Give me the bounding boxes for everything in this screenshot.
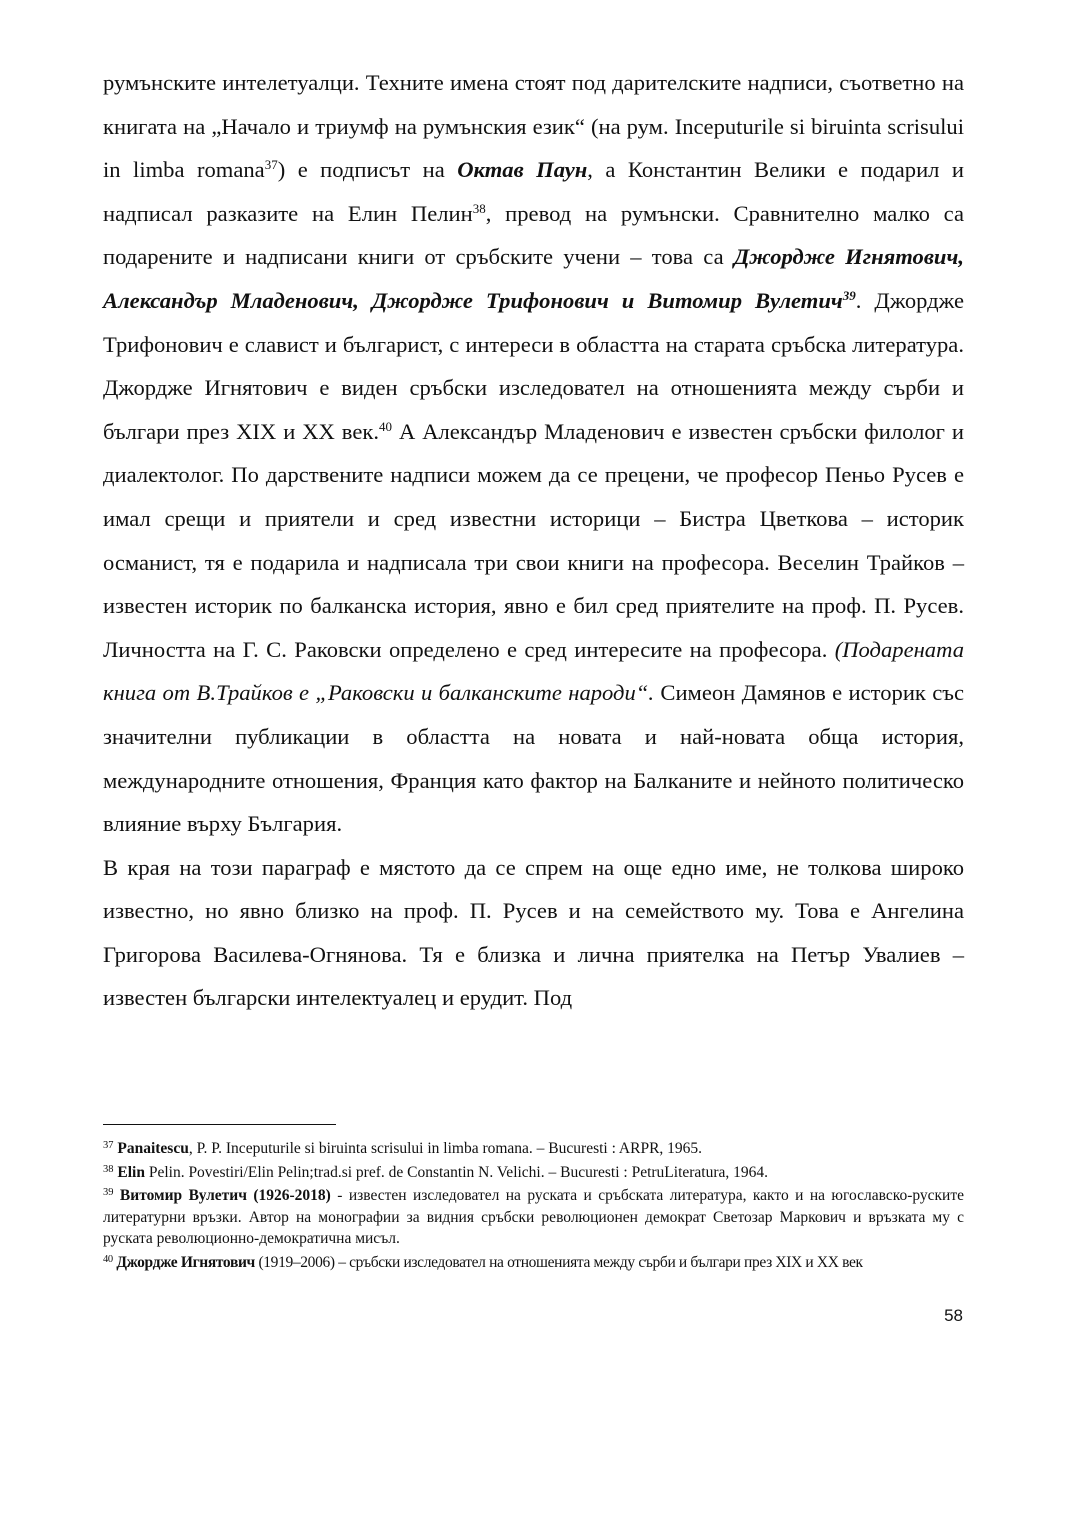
footnote-separator [103, 1124, 336, 1125]
footnote-37 [103, 1138, 964, 1160]
footnote-author: Panaitescu [117, 1140, 189, 1157]
footnote-ref-38: 38 [472, 200, 486, 216]
footnote-author: Джордже Игнятович [116, 1253, 255, 1271]
names-serbian-scholars: Джордже Игнятович, Александър Младенович, Джордже Трифонович и Витомир Вулетич [103, 244, 964, 313]
footnote-text: (1919–2006) – сръбски изследовател на отношенията между сърби и българи през XIX и XX век [254, 1253, 863, 1271]
footnote-38 [103, 1162, 964, 1184]
footnote-39 [103, 1185, 964, 1250]
footnote-number: 37 [103, 1140, 114, 1151]
footnotes [103, 1138, 964, 1275]
footnote-ref-37: 37 [264, 157, 278, 173]
body-text [103, 61, 964, 1020]
paragraph-1-text-b: ) е подписът на [277, 157, 458, 183]
paragraph-1-text-e: . Джордже Трифонович е славист и българист, с интереси в областта на старата сръбска литература. Джордже Игнятович е виден сръбски изследовател на отношенията между сърби и българи през XIX и XX век. [103, 287, 964, 444]
name-oktav-paun: Октав Паун [457, 157, 588, 183]
footnote-number: 40 [103, 1253, 113, 1265]
footnote-text: , P. P. Inceputurile si biruinta scrisului in limba romana. – Bucuresti : ARPR, 1965. [188, 1140, 703, 1157]
footnote-ref-39: 39 [842, 287, 856, 303]
footnote-text: - известен изследовател на руската и сръбската литература, както и на югославско-руските литературни връзки. Автор на монографии за видния сръбски революционен демократ Светозар Маркович и връзката му с руската революционно-демократична мисъл. [103, 1187, 965, 1247]
footnote-author: Elin [117, 1163, 145, 1181]
footnote-text: Pelin. Povestiri/Elin Pelin;trad.si pref. de Constantin N. Velichi. – Bucuresti : PetruLiteratura, 1964. [144, 1163, 769, 1181]
paragraph-1 [103, 61, 964, 846]
paragraph-1-text-f: А Александър Младенович е известен сръбски филолог и диалектолог. По дарствените надписи можем да се прецени, че професор Пеньо Русев е имал срещи и приятели и сред известни историци – Бистра Цветкова – историк османист, тя е подарила и надписала три свои книги на професора. Веселин Трайков – известен историк по балканска история, явно е бил сред приятелите на проф. П. Русев. Личността на Г. С. Раковски определено е сред интересите на професора. [103, 418, 964, 662]
paragraph-1-text-a: румънските интелетуалци. Техните имена стоят под дарителските надписи, съответно на книгата на „Начало и триумф на румънския език“ (на рум. Inceputurile si biruinta scrisului in limba romana [103, 70, 964, 183]
paragraph-1-text-g: Симеон Дамянов е историк със значителни публикации в областта на новата и най-новата обща история, международните отношения, Франция като фактор на Балканите и нейното политическо влияние върху България. [103, 680, 964, 837]
footnote-number: 39 [103, 1187, 114, 1198]
footnote-40 [103, 1252, 964, 1274]
paragraph-2: В края на този параграф е мястото да се спрем на още едно име, не толкова широко известно, но явно близко на проф. П. Русев и на семейството му. Това е Ангелина Григорова Василева-Огнянова. Тя е близка и лична приятелка на Петър Увалиев – известен български интелектуалец и ерудит. Под [103, 854, 964, 1011]
footnote-ref-40: 40 [379, 418, 392, 434]
footnote-author: Витомир Вулетич (1926-2018) [119, 1187, 331, 1204]
page-number: 58 [944, 1306, 963, 1325]
italic-book-note: (Подарената книга от В.Трайков е „Раковски и балканските народи“. [103, 636, 964, 706]
footnote-number: 38 [103, 1163, 114, 1175]
paragraph-1-text-d: , превод на румънски. Сравнително малко са подарените и надписани книги от сръбските учени – това са [103, 200, 964, 270]
paragraph-1-text-c: , а Константин Велики е подарил и надписал разказите на Елин Пелин [103, 157, 964, 226]
